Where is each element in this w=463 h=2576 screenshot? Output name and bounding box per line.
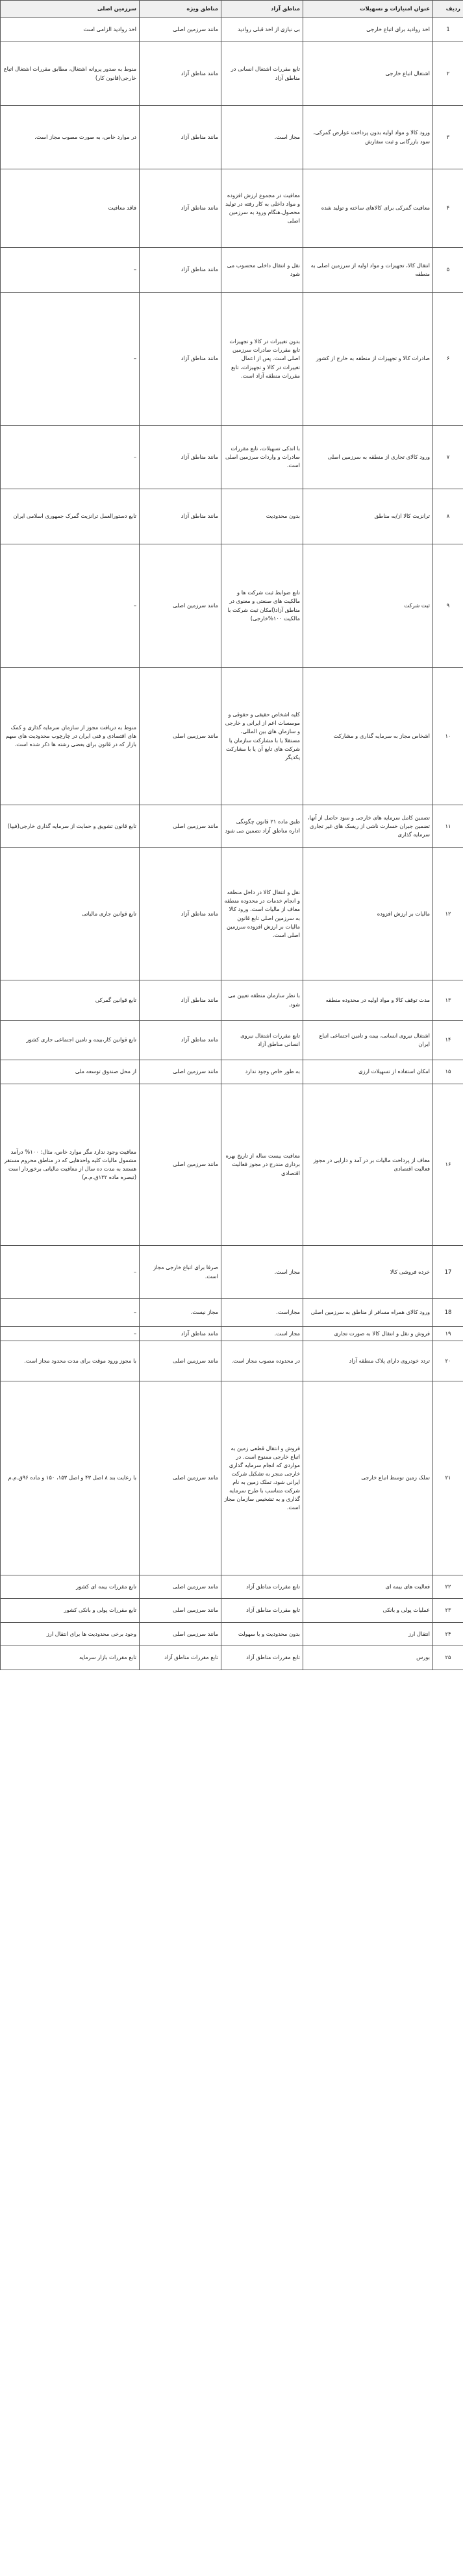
table-cell-main-land: با مجوز ورود موقت برای مدت محدود مجاز است.	[1, 1341, 140, 1381]
table-cell-number: ۲۱	[433, 1381, 463, 1575]
table-cell-free-zone: معافیت در مجموع ارزش افزوده و مواد داخلی به کار رفته در تولید محصول.هنگام ورود به سرزمین اصلی	[221, 169, 303, 248]
table-cell-number: 18	[433, 1299, 463, 1327]
table-row	[1, 18, 463, 42]
table-cell-free-zone: تابع مقررات مناطق آزاد	[221, 1646, 303, 1670]
table-cell-indicator: انتقال کالا، تجهیزات و مواد اولیه از سرزمین اصلی به منطقه	[303, 248, 433, 293]
table-cell-number: ۵	[433, 248, 463, 293]
table-cell-number: 17	[433, 1246, 463, 1299]
table-cell-free-zone: تابع مقررات مناطق آزاد	[221, 1599, 303, 1623]
table-cell-special-zone: تابع مقررات مناطق آزاد	[140, 1646, 221, 1670]
table-cell-number: ۹	[433, 544, 463, 668]
header-special-zone: مناطق ویژه	[140, 1, 221, 18]
table-cell-free-zone: طبق ماده ۲۱ قانون چگونگی اداره مناطق آزاد تضمین می شود	[221, 805, 303, 848]
table-row	[1, 544, 463, 668]
table-cell-number: ۲۰	[433, 1341, 463, 1381]
table-row	[1, 1599, 463, 1623]
table-cell-number: ۲	[433, 42, 463, 106]
table-cell-free-zone: با اندکی تسهیلات، تابع مقررات صادرات و واردات سرزمین اصلی است.	[221, 426, 303, 489]
table-cell-special-zone: مانند مناطق آزاد	[140, 1327, 221, 1341]
table-row	[1, 169, 463, 248]
table-cell-indicator: عملیات پولی و بانکی	[303, 1599, 433, 1623]
table-cell-special-zone: مانند سرزمین اصلی	[140, 1341, 221, 1381]
table-cell-number: ۳	[433, 106, 463, 169]
header-num: ردیف	[433, 1, 463, 18]
table-cell-number: 1	[433, 18, 463, 42]
table-cell-number: ۱۳	[433, 980, 463, 1021]
table-cell-main-land: تابع قوانین کار،بیمه و تامین اجتماعی جاری کشور	[1, 1021, 140, 1060]
table-cell-free-zone: کلیه اشخاص حقیقی و حقوقی و موسسات اعم از ایرانی و خارجی و سازمان های بین المللی، مستقلا یا با مشارکت سازمان یا شرکت های تابع آن یا با مشارکت یکدیگر	[221, 668, 303, 805]
table-cell-main-land: وجود برخی محدودیت ها برای انتقال ارز	[1, 1623, 140, 1646]
table-cell-main-land: –	[1, 544, 140, 668]
table-cell-indicator: فروش و نقل و انتقال کالا به صورت تجاری	[303, 1327, 433, 1341]
table-cell-special-zone: مانند مناطق آزاد	[140, 293, 221, 426]
table-cell-special-zone: مانند سرزمین اصلی	[140, 1381, 221, 1575]
table-row	[1, 489, 463, 544]
table-cell-free-zone: فروش و انتقال قطعی زمین به اتباع خارجی ممنوع است. در مواردی که انجام سرمایه گذاری خارجی منجر به تشکیل شرکت ایرانی شود، تملک زمین به نام شرکت متناسب با طرح سرمایه گذاری و به تشخیص سازمان مجاز است.	[221, 1381, 303, 1575]
table-cell-main-land: اخذ روادید الزامی است	[1, 18, 140, 42]
table-cell-free-zone: نقل و انتقال کالا در داخل منطقه و انجام خدمات در محدوده منطقه معاف از مالیات است. ورود کالا به سرزمین اصلی تابع قانون مالیات بر ارزش افزوده سرزمین اصلی است.	[221, 848, 303, 980]
table-cell-main-land: تابع قانون تشویق و حمایت از سرمایه گذاری خارجی(فیپا)	[1, 805, 140, 848]
table-cell-free-zone: مجازاست.	[221, 1299, 303, 1327]
table-cell-free-zone: تابع مقررات اشتغال نیروی انسانی مناطق آزاد	[221, 1021, 303, 1060]
table-cell-number: ۶	[433, 293, 463, 426]
table-cell-indicator: ترانزیت کالا از/به مناطق	[303, 489, 433, 544]
table-row	[1, 42, 463, 106]
table-row	[1, 426, 463, 489]
table-cell-main-land: تابع مقررات پولی و بانکی کشور	[1, 1599, 140, 1623]
table-row	[1, 1646, 463, 1670]
table-cell-main-land: با رعایت بند ۸ اصل ۴۳ و اصل ۱۵۳، ۱۵۰ و ماده ۹۶ق.م.م	[1, 1381, 140, 1575]
header-main-land: سرزمین اصلی	[1, 1, 140, 18]
table-row	[1, 1299, 463, 1327]
table-cell-main-land: –	[1, 248, 140, 293]
table-cell-free-zone: بی نیازی از اخذ قبلی روادید	[221, 18, 303, 42]
table-cell-free-zone: مجاز است.	[221, 1246, 303, 1299]
table-cell-number: ۲۳	[433, 1599, 463, 1623]
table-cell-special-zone: مانند سرزمین اصلی	[140, 805, 221, 848]
table-cell-special-zone: مانند سرزمین اصلی	[140, 1084, 221, 1246]
table-cell-number: ۱۵	[433, 1060, 463, 1084]
table-row	[1, 1341, 463, 1381]
table-cell-free-zone: تابع مقررات اشتغال انسانی در مناطق آزاد	[221, 42, 303, 106]
table-cell-indicator: ورود کالا و مواد اولیه بدون پرداخت عوارض گمرکی، سود بازرگانی و ثبت سفارش	[303, 106, 433, 169]
table-cell-indicator: اشتغال نیروی انسانی، بیمه و تامین اجتماعی اتباع ایران	[303, 1021, 433, 1060]
table-cell-number: ۱۰	[433, 668, 463, 805]
table-cell-special-zone: مانند مناطق آزاد	[140, 426, 221, 489]
table-cell-special-zone: مانند سرزمین اصلی	[140, 1623, 221, 1646]
table-cell-main-land: تابع قوانین گمرکی	[1, 980, 140, 1021]
table-cell-indicator: اشتغال اتباع خارجی	[303, 42, 433, 106]
table-cell-special-zone: مانند سرزمین اصلی	[140, 668, 221, 805]
table-cell-main-land: تابع مقررات بیمه ای کشور	[1, 1575, 140, 1599]
table-cell-free-zone: بدون محدودیت	[221, 489, 303, 544]
table-row	[1, 1246, 463, 1299]
table-row	[1, 848, 463, 980]
table-cell-indicator: ورود کالای تجاری از منطقه به سرزمین اصلی	[303, 426, 433, 489]
table-cell-indicator: اشخاص مجاز به سرمایه گذاری و مشارکت	[303, 668, 433, 805]
table-cell-indicator: تملک زمین توسط اتباع خارجی	[303, 1381, 433, 1575]
table-row	[1, 248, 463, 293]
table-cell-free-zone: با نظر سازمان منطقه تعیین می شود.	[221, 980, 303, 1021]
table-cell-special-zone: مانند مناطق آزاد	[140, 248, 221, 293]
table-row	[1, 1060, 463, 1084]
table-cell-special-zone: مانند مناطق آزاد	[140, 106, 221, 169]
header-indicator: عنوان امتیازات و تسهیلات	[303, 1, 433, 18]
table-cell-indicator: اخذ روادید برای اتباع خارجی	[303, 18, 433, 42]
table-cell-free-zone: بدون تغییرات در کالا و تجهیزات تابع مقررات صادرات سرزمین اصلی است. پس از اعمال تغییرات در کالا و تجهیزات، تابع مقررات منطقه آزاد است.	[221, 293, 303, 426]
table-row	[1, 1084, 463, 1246]
table-cell-indicator: تضمین کامل سرمایه های خارجی و سود حاصل از آنها، تضمین جبران خسارت ناشی از ریسک های غیر تجاری سرمایه گذاری	[303, 805, 433, 848]
table-cell-main-land: تابع قوانین جاری مالیاتی	[1, 848, 140, 980]
table-cell-indicator: مالیات بر ارزش افزوده	[303, 848, 433, 980]
table-cell-number: ۱۶	[433, 1084, 463, 1246]
table-cell-main-land: فاقد معافیت	[1, 169, 140, 248]
table-cell-indicator: ثبت شرکت	[303, 544, 433, 668]
table-cell-free-zone: معافیت بیست ساله از تاریخ بهره برداری مندرج در مجوز فعالیت اقتصادی	[221, 1084, 303, 1246]
table-cell-indicator: ورود کالای همراه مسافر از مناطق به سرزمین اصلی	[303, 1299, 433, 1327]
table-cell-free-zone: نقل و انتقال داخلی محسوب می شود	[221, 248, 303, 293]
table-row	[1, 293, 463, 426]
table-cell-main-land: –	[1, 293, 140, 426]
table-cell-indicator: تردد خودروی دارای پلاک منطقه آزاد	[303, 1341, 433, 1381]
table-row	[1, 1327, 463, 1341]
table-cell-special-zone: مانند مناطق آزاد	[140, 489, 221, 544]
table-cell-number: ۱۹	[433, 1327, 463, 1341]
table-cell-main-land: منوط به دریافت مجوز از سازمان سرمایه گذاری و کمک های اقتصادی و فنی ایران در چارچوب محدودیت های سهم بازار که در قانون برای بعضی رشته ها ذکر شده است.	[1, 668, 140, 805]
table-cell-special-zone: مانند سرزمین اصلی	[140, 544, 221, 668]
table-cell-free-zone: تابع ضوابط ثبت شرکت ها و مالکیت های صنعتی و معنوی در مناطق آزاد(امکان ثبت شرکت با مالکیت ۱۰۰%خارجی)	[221, 544, 303, 668]
table-cell-main-land: –	[1, 1299, 140, 1327]
table-cell-free-zone: در محدوده مصوب مجاز است.	[221, 1341, 303, 1381]
table-cell-number: ۸	[433, 489, 463, 544]
table-cell-indicator: معاف از پرداخت مالیات بر در آمد و دارایی در مجوز فعالیت اقتصادی	[303, 1084, 433, 1246]
table-cell-special-zone: مانند سرزمین اصلی	[140, 18, 221, 42]
table-cell-free-zone: بدون محدودیت و با سهولت	[221, 1623, 303, 1646]
table-cell-number: ۲۵	[433, 1646, 463, 1670]
table-cell-special-zone: مانند سرزمین اصلی	[140, 1599, 221, 1623]
header-free-zone: مناطق آزاد	[221, 1, 303, 18]
header-row	[1, 1, 463, 18]
table-cell-main-land: معافیت وجود ندارد مگر موارد خاص، مثال: ۱۰۰% درآمد مشمول مالیات کلیه واحدهایی که در مناطق محروم مستقر هستند به مدت ده سال از معافیت مالیاتی برخوردار است (تبصره ماده ۱۳۲ق.م.م)	[1, 1084, 140, 1246]
table-cell-indicator: خرده فروشی کالا	[303, 1246, 433, 1299]
table-row	[1, 1623, 463, 1646]
table-cell-special-zone: مجاز نیست.	[140, 1299, 221, 1327]
table-cell-special-zone: مانند مناطق آزاد	[140, 848, 221, 980]
table-cell-indicator: فعالیت های بیمه ای	[303, 1575, 433, 1599]
table-cell-free-zone: تابع مقررات مناطق آزاد	[221, 1575, 303, 1599]
table-cell-number: ۴	[433, 169, 463, 248]
table-cell-indicator: بورس	[303, 1646, 433, 1670]
table-cell-free-zone: مجاز است.	[221, 1327, 303, 1341]
table-cell-main-land: منوط به صدور پروانه اشتغال، مطابق مقررات اشتغال اتباع خارجی(قانون کار)	[1, 42, 140, 106]
table-row	[1, 668, 463, 805]
table-row	[1, 805, 463, 848]
table-cell-indicator: امکان استفاده از تسهیلات ارزی	[303, 1060, 433, 1084]
table-cell-number: ۲۴	[433, 1623, 463, 1646]
table-cell-indicator: صادرات کالا و تجهیزات از منطقه به خارج از کشور	[303, 293, 433, 426]
table-cell-main-land: –	[1, 426, 140, 489]
table-cell-number: ۷	[433, 426, 463, 489]
table-cell-main-land: –	[1, 1246, 140, 1299]
table-cell-main-land: تابع مقررات بازار سرمایه	[1, 1646, 140, 1670]
table-cell-free-zone: به طور خاص وجود ندارد	[221, 1060, 303, 1084]
table-cell-main-land: از محل صندوق توسعه ملی	[1, 1060, 140, 1084]
table-cell-number: ۱۱	[433, 805, 463, 848]
table-row	[1, 106, 463, 169]
table-cell-free-zone: مجاز است.	[221, 106, 303, 169]
table-cell-number: ۱۴	[433, 1021, 463, 1060]
table-cell-indicator: مدت توقف کالا و مواد اولیه در محدوده منطقه	[303, 980, 433, 1021]
table-cell-special-zone: مانند مناطق آزاد	[140, 42, 221, 106]
table-cell-special-zone: مانند مناطق آزاد	[140, 980, 221, 1021]
table-cell-special-zone: مانند مناطق آزاد	[140, 169, 221, 248]
table-cell-main-land: تابع دستورالعمل ترانزیت گمرک جمهوری اسلامی ایران	[1, 489, 140, 544]
table-cell-special-zone: مانند سرزمین اصلی	[140, 1575, 221, 1599]
table-row	[1, 1381, 463, 1575]
table-cell-special-zone: مانند مناطق آزاد	[140, 1021, 221, 1060]
table-cell-indicator: معافیت گمرکی برای کالاهای ساخته و تولید شده	[303, 169, 433, 248]
table-cell-number: ۱۲	[433, 848, 463, 980]
table-cell-special-zone: صرفا برای اتباع خارجی مجاز است.	[140, 1246, 221, 1299]
table-cell-number: ۲۲	[433, 1575, 463, 1599]
table-row	[1, 1575, 463, 1599]
table-cell-indicator: انتقال ارز	[303, 1623, 433, 1646]
table-cell-main-land: –	[1, 1327, 140, 1341]
table-row	[1, 1021, 463, 1060]
table-row	[1, 980, 463, 1021]
table-cell-main-land: در موارد خاص، به صورت مصوب مجاز است.	[1, 106, 140, 169]
table-cell-special-zone: مانند سرزمین اصلی	[140, 1060, 221, 1084]
